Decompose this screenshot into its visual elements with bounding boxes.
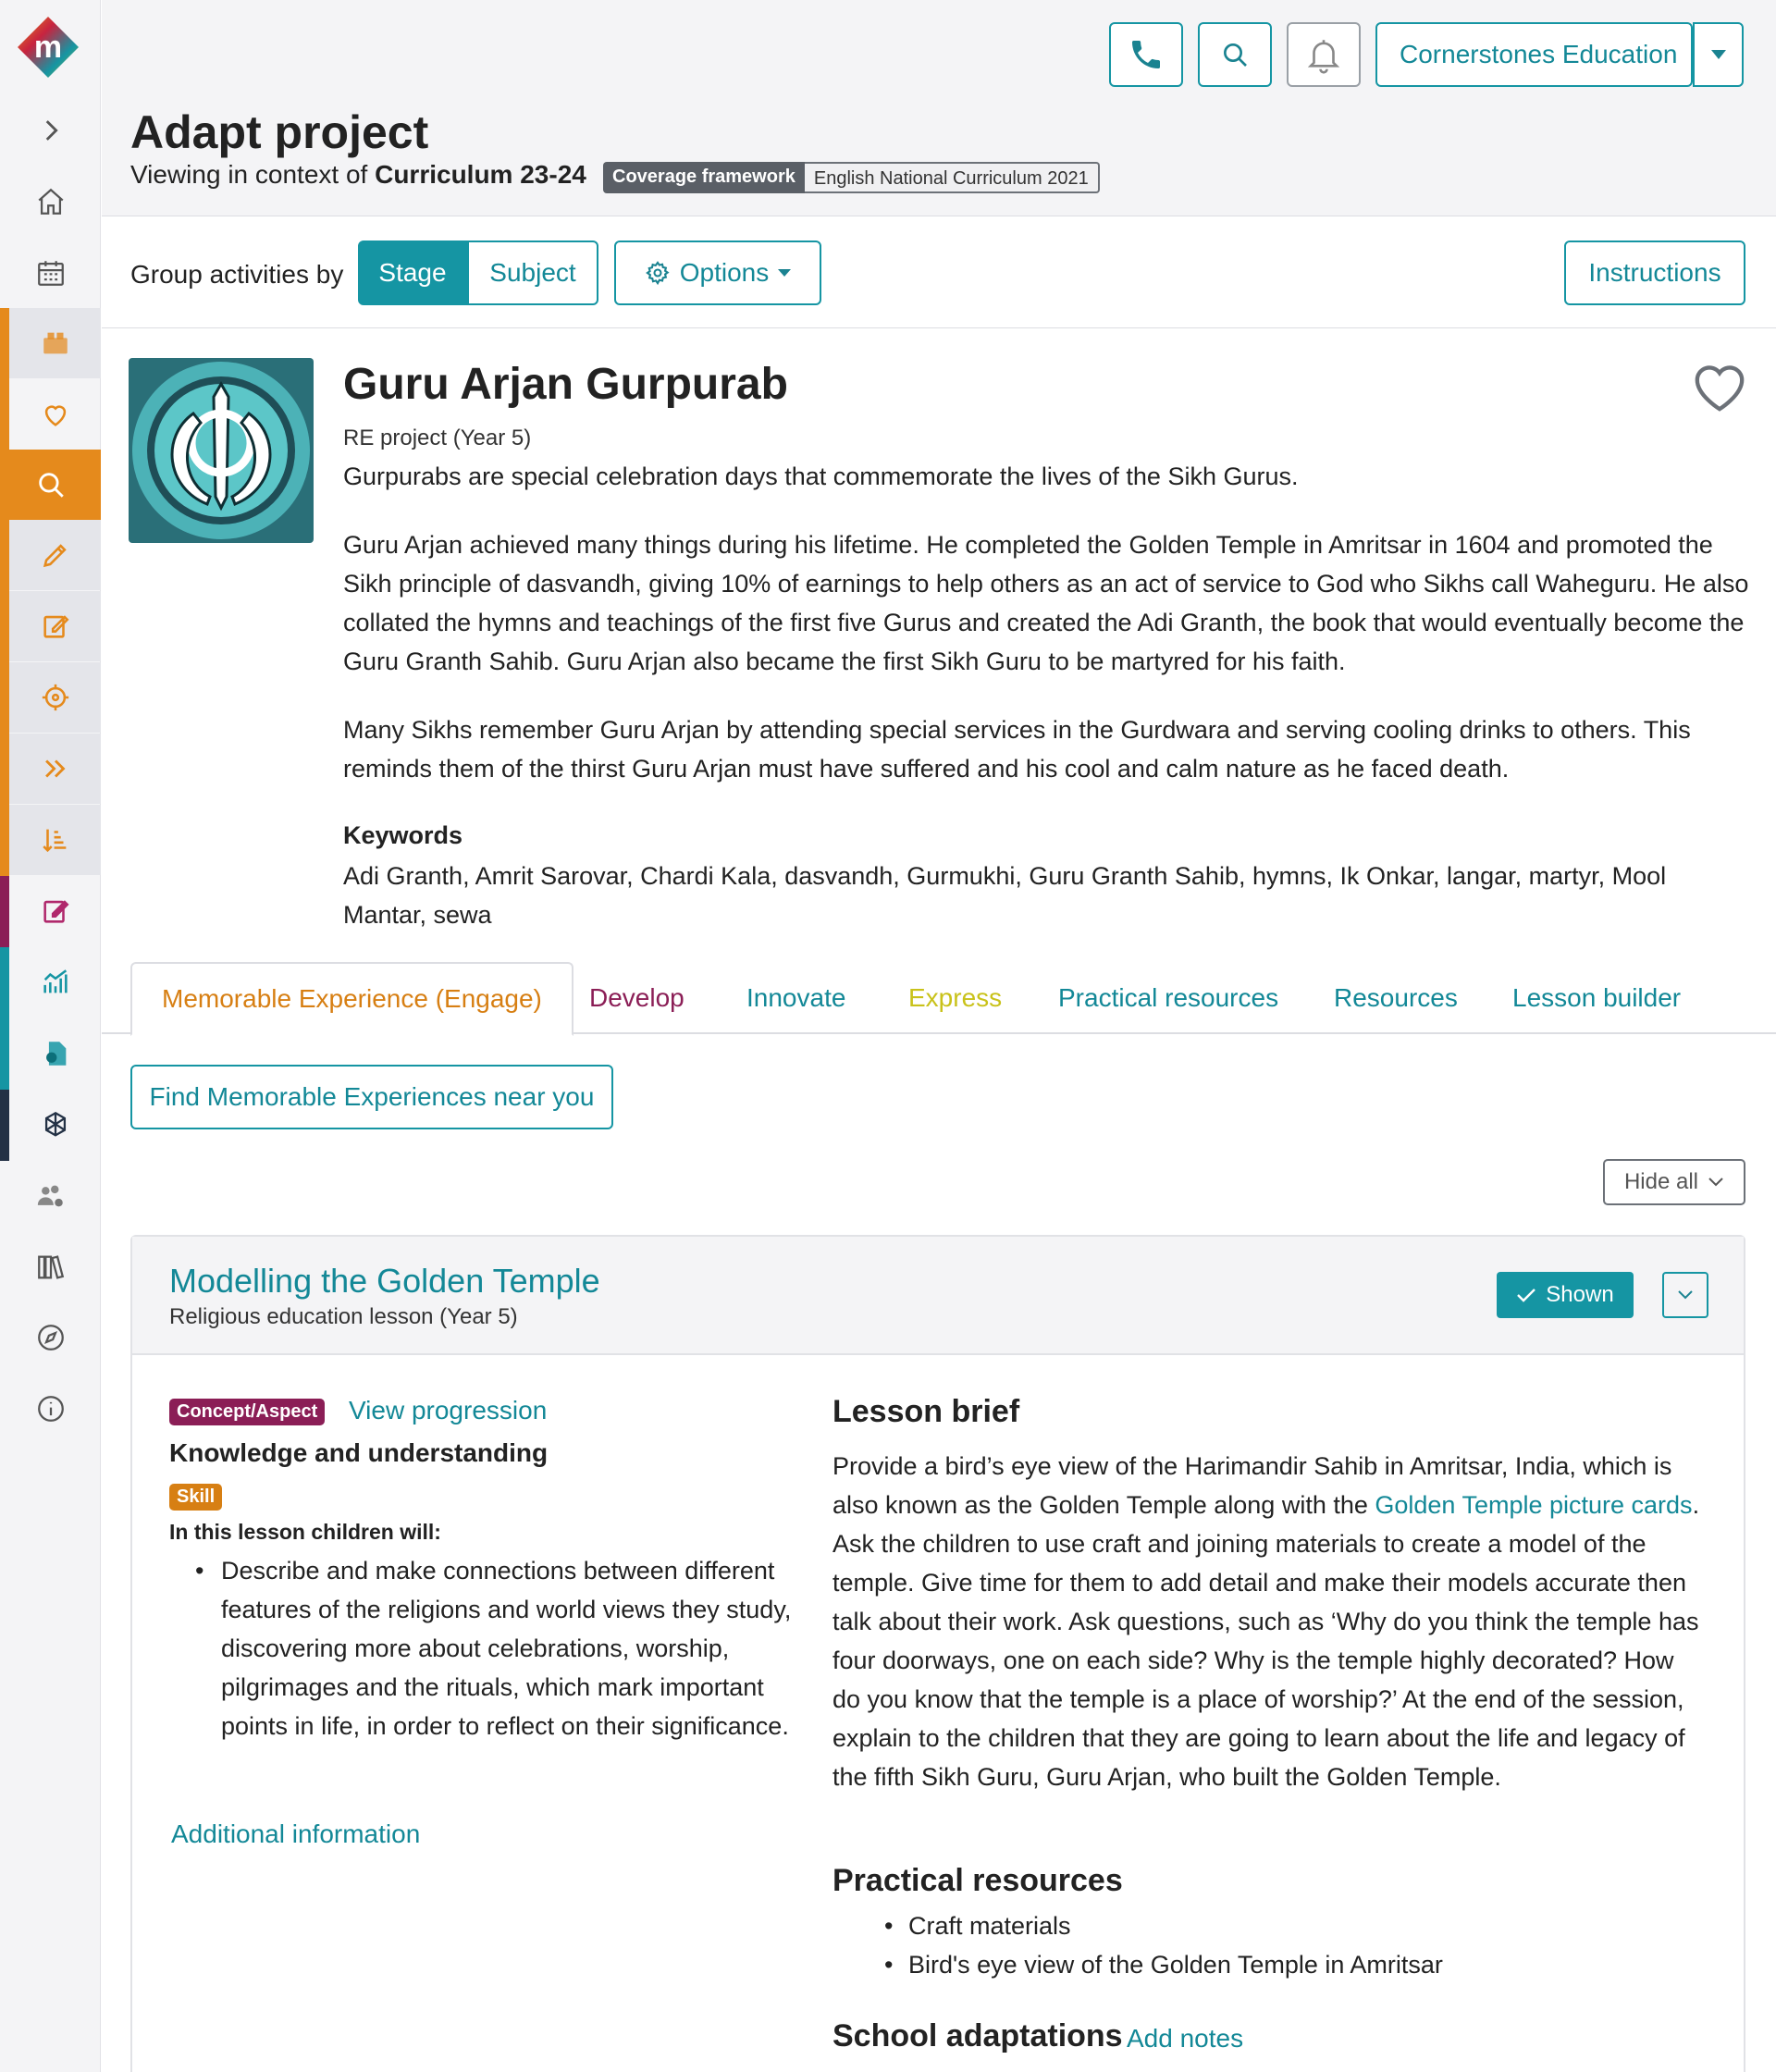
tab-express[interactable]: Express xyxy=(908,983,1003,1012)
compass-icon[interactable] xyxy=(0,1302,101,1373)
project-subtitle: RE project (Year 5) xyxy=(343,426,532,450)
notifications-button[interactable] xyxy=(1287,22,1361,87)
caret-down-icon xyxy=(778,269,791,277)
sidebar xyxy=(0,0,101,2072)
children-will-label: In this lesson children will: xyxy=(169,1520,441,1544)
phone-button[interactable] xyxy=(1109,22,1183,87)
shown-label: Shown xyxy=(1546,1282,1614,1307)
top-bar xyxy=(102,0,1776,216)
search-button[interactable] xyxy=(1198,22,1272,87)
project-description-2: Many Sikhs remember Guru Arjan by attending special services in the Gurdwara and serving cooling drinks to others. This reminds them of the thirst Guru Arjan must have suffered and his cool and calm nature as he faced death. xyxy=(343,716,1691,783)
library-icon[interactable] xyxy=(0,1232,101,1302)
reports-icon[interactable] xyxy=(9,1018,101,1089)
shown-toggle-button[interactable] xyxy=(1497,1272,1634,1318)
svg-text:m: m xyxy=(33,30,63,65)
brief-text-part1: Provide a bird’s eye view of the Harimandir Sahib in Amritsar, India, which is also known as the Golden Temple along with the xyxy=(832,1452,1672,1519)
picture-cards-link[interactable]: Golden Temple picture cards xyxy=(1375,1491,1693,1519)
users-icon[interactable] xyxy=(0,1161,101,1231)
project-intro: Gurpurabs are special celebration days that commemorate the lives of the Sikh Gurus. xyxy=(343,462,1299,490)
home-icon[interactable] xyxy=(0,166,101,237)
projects-icon[interactable] xyxy=(9,308,101,378)
target-icon[interactable] xyxy=(9,662,101,733)
caret-down-icon xyxy=(1711,50,1726,59)
list-item: • Describe and make connections between different features of the religions and world views they study, discovering more about celebrations, worship, pilgrimages and the rituals, which mark important points in life, in order to reflect on their significance. xyxy=(195,1551,796,1745)
group-by-stage-button[interactable]: Stage xyxy=(358,240,467,305)
framework-label: Coverage framework xyxy=(603,162,805,193)
khanda-project-image xyxy=(129,358,314,543)
section-strip-navy xyxy=(0,1090,9,1161)
chevron-down-icon xyxy=(1708,1177,1724,1188)
analytics-icon[interactable] xyxy=(9,947,101,1018)
assessment-edit-icon[interactable] xyxy=(9,876,101,946)
calendar-icon[interactable] xyxy=(0,238,101,308)
organisation-button[interactable]: Cornerstones Education xyxy=(1375,22,1693,87)
lesson-title[interactable]: Modelling the Golden Temple xyxy=(169,1262,600,1300)
find-memorable-experiences-button[interactable]: Find Memorable Experiences near you xyxy=(130,1065,613,1129)
favourites-icon[interactable] xyxy=(9,379,101,450)
favourite-heart-icon[interactable] xyxy=(1691,361,1748,413)
keywords-title: Keywords xyxy=(343,821,463,849)
framework-value: English National Curriculum 2021 xyxy=(805,162,1100,193)
edit-icon[interactable] xyxy=(9,591,101,661)
tab-memorable-experience[interactable]: Memorable Experience (Engage) xyxy=(130,962,574,1036)
gear-icon xyxy=(645,260,671,286)
design-tools-icon[interactable] xyxy=(9,520,101,590)
instructions-button[interactable]: Instructions xyxy=(1564,240,1745,305)
options-label: Options xyxy=(679,258,770,287)
context-prefix: Viewing in context of xyxy=(130,160,368,189)
lesson-subtitle: Religious education lesson (Year 5) xyxy=(169,1304,518,1329)
practical-resources-heading: Practical resources xyxy=(832,1863,1123,1898)
school-adaptations-heading: School adaptations xyxy=(832,2018,1123,2054)
double-chevron-icon[interactable] xyxy=(9,734,101,804)
additional-information-link[interactable]: Additional information xyxy=(171,1819,421,1848)
lesson-card-header xyxy=(132,1237,1744,1355)
add-notes-link[interactable]: Add notes xyxy=(1127,2024,1244,2053)
tab-resources[interactable]: Resources xyxy=(1334,983,1458,1012)
page-title: Adapt project xyxy=(130,106,429,158)
group-by-subject-button[interactable]: Subject xyxy=(467,240,598,305)
options-dropdown-button[interactable] xyxy=(614,240,821,305)
sort-icon[interactable] xyxy=(9,805,101,875)
view-progression-link[interactable]: View progression xyxy=(349,1396,548,1424)
list-item: • Craft materials xyxy=(884,1906,1443,1945)
check-icon xyxy=(1516,1287,1536,1303)
concept-aspect-tag: Concept/Aspect xyxy=(169,1399,325,1425)
group-activities-label: Group activities by xyxy=(130,260,344,289)
project-description-1: Guru Arjan achieved many things during his lifetime. He completed the Golden Temple in Amritsar in 1604 and promoted the Sikh principle of dasvandh, giving 10% of earnings to help others as an act of service to God who Sikhs call Waheguru. He also collated the hymns and teachings of the first five Gurus and created the Adi Granth, the book that would eventually become the Guru Granth Sahib. Guru Arjan also became the first Sikh Guru to be martyred for his faith. xyxy=(343,531,1749,675)
app-logo-icon[interactable] xyxy=(16,15,80,80)
coverage-framework-badge xyxy=(603,162,1100,193)
skill-tag: Skill xyxy=(169,1484,222,1511)
section-strip-maroon xyxy=(0,876,9,947)
organisation-dropdown-button[interactable] xyxy=(1693,22,1744,87)
phone-icon xyxy=(1128,36,1165,73)
info-icon[interactable] xyxy=(0,1374,101,1444)
tab-develop[interactable]: Develop xyxy=(589,983,684,1012)
lesson-card xyxy=(130,1235,1745,2072)
tab-practical-resources[interactable]: Practical resources xyxy=(1058,983,1279,1012)
learning-outcomes-list xyxy=(195,1551,796,1745)
section-strip-teal xyxy=(0,947,9,1090)
lesson-brief-text xyxy=(832,1447,1702,1796)
context-value: Curriculum 23-24 xyxy=(375,160,586,189)
lesson-expand-button[interactable] xyxy=(1662,1272,1708,1318)
tab-lesson-builder[interactable]: Lesson builder xyxy=(1512,983,1682,1012)
group-activities-bar xyxy=(102,217,1776,328)
section-strip-orange xyxy=(0,308,9,877)
hide-all-button[interactable] xyxy=(1603,1159,1745,1205)
chevron-down-icon xyxy=(1677,1289,1694,1301)
project-title: Guru Arjan Gurpurab xyxy=(343,360,788,409)
knowledge-heading: Knowledge and understanding xyxy=(169,1438,549,1467)
network-icon[interactable] xyxy=(9,1090,101,1160)
practical-resources-list xyxy=(884,1906,1443,1984)
expand-sidebar-icon[interactable] xyxy=(0,95,101,166)
brief-text-part2: . Ask the children to use craft and joining materials to create a model of the temple. Give time for them to add detail and make their models accurate then talk about their work. Ask questions, such as ‘Why do you think the temple has four doorways, one on each side? Why is the temple highly decorated? How do you know that the temple is a place of worship?’ At the end of the session, explain to the children that they are going to learn about the life and legacy of the fifth Sikh Guru, Guru Arjan, who built the Golden Temple. xyxy=(832,1491,1700,1791)
keywords-list: Adi Granth, Amrit Sarovar, Chardi Kala, dasvandh, Gurmukhi, Guru Granth Sahib, hymns, Ik Onkar, langar, martyr, Mool Mantar, sewa xyxy=(343,862,1667,929)
hide-all-label: Hide all xyxy=(1623,1169,1699,1194)
stage-tabs xyxy=(102,962,1776,1034)
curriculum-context xyxy=(130,160,586,190)
search-icon xyxy=(1220,40,1250,69)
search-projects-icon[interactable] xyxy=(0,450,101,520)
bell-icon xyxy=(1304,35,1343,74)
lesson-brief-heading: Lesson brief xyxy=(832,1394,1020,1429)
list-item: • Bird's eye view of the Golden Temple in Amritsar xyxy=(884,1945,1443,1984)
tab-innovate[interactable]: Innovate xyxy=(746,983,846,1012)
